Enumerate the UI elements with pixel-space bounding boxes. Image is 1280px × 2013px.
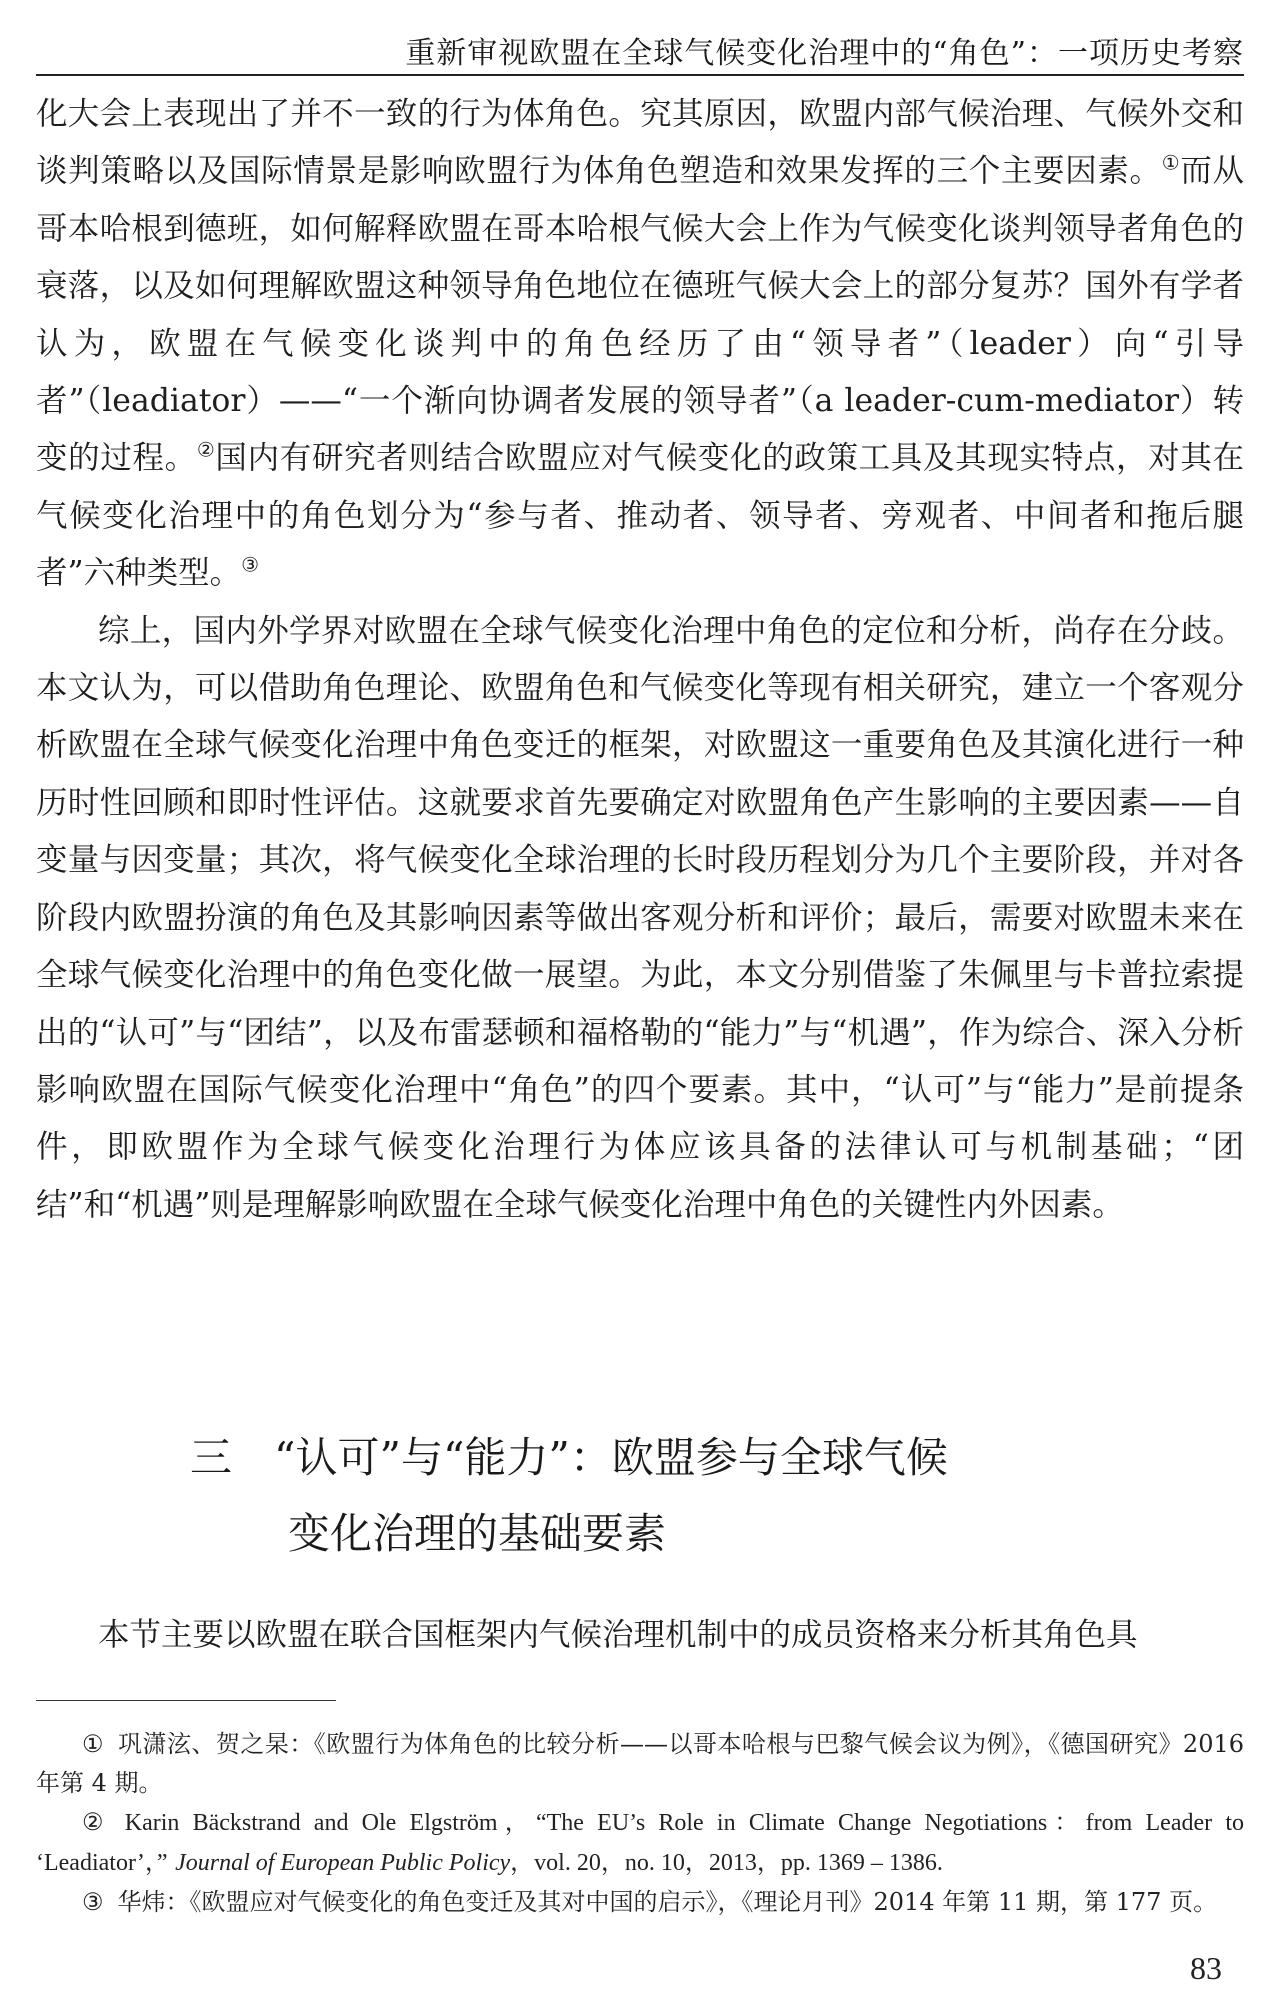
paragraph-1-part-c: 国内有研究者则结合欧盟应对气候变化的政策工具及其现实特点，对其在气候变化治理中的角色划分为“参与者、推动者、领导者、旁观者、中间者和拖后腿者”六种类型。	[36, 440, 1244, 592]
section-title-line-1: “认可”与“能力”：欧盟参与全球气候	[274, 1433, 948, 1482]
footnote-1	[36, 1725, 1244, 1803]
section-title-line-2: 变化治理的基础要素	[288, 1509, 667, 1558]
paragraph-1	[36, 86, 1244, 603]
footnote-ref-3[interactable]: ③	[241, 552, 260, 577]
footnotes	[36, 1725, 1244, 1922]
footnote-2-text-b: ，vol. 20，no. 10，2013，pp. 1369 – 1386.	[510, 1850, 943, 1876]
section-numeral: 三	[190, 1433, 233, 1482]
footnote-ref-1[interactable]: ①	[1161, 150, 1181, 175]
running-header	[36, 28, 1244, 72]
footnote-1-text: 巩潇泫、贺之杲：《欧盟行为体角色的比较分析——以哥本哈根与巴黎气候会议为例》，《德国研究》2016 年第 4 期。	[36, 1730, 1245, 1797]
footnote-2-text-a: Karin Bäckstrand and Ole Elgström，“The EU’s Role in Climate Change Negotiations：from Leader to ‘Leadiator’，”	[36, 1810, 1245, 1876]
running-title: 重新审视欧盟在全球气候变化治理中的“角色”：一项历史考察	[405, 36, 1244, 71]
footnote-ref-2[interactable]: ②	[196, 437, 216, 462]
footnote-2-number: ②	[82, 1808, 111, 1836]
footnote-1-number: ①	[82, 1730, 104, 1758]
section-heading	[190, 1420, 1150, 1572]
header-rule	[36, 74, 1244, 76]
footnote-divider	[36, 1700, 336, 1701]
footnote-2-journal: Journal of European Public Policy	[175, 1850, 511, 1876]
page-number: 83	[1190, 1950, 1222, 1986]
footnote-3-number: ③	[82, 1888, 104, 1916]
paragraph-2: 综上，国内外学界对欧盟在全球气候变化治理中角色的定位和分析，尚存在分歧。本文认为，可以借助角色理论、欧盟角色和气候变化等现有相关研究，建立一个客观分析欧盟在全球气候变化治理中角色变迁的框架，对欧盟这一重要角色及其演化进行一种历时性回顾和即时性评估。这就要求首先要确定对欧盟角色产生影响的主要因素——自变量与因变量；其次，将气候变化全球治理的长时段历程划分为几个主要阶段，并对各阶段内欧盟扮演的角色及其影响因素等做出客观分析和评价；最后，需要对欧盟未来在全球气候变化治理中的角色变化做一展望。为此，本文分别借鉴了朱佩里与卡普拉索提出的“认可”与“团结”，以及布雷瑟顿和福格勒的“能力”与“机遇”，作为综合、深入分析影响欧盟在国际气候变化治理中“角色”的四个要素。其中，“认可”与“能力”是前提条件，即欧盟作为全球气候变化治理行为体应该具备的法律认可与机制基础；“团结”和“机遇”则是理解影响欧盟在全球气候变化治理中角色的关键性内外因素。	[36, 612, 1244, 1223]
section-intro-paragraph: 本节主要以欧盟在联合国框架内气候治理机制中的成员资格来分析其角色具	[98, 1617, 1138, 1653]
paragraph-1-part-b: 而从哥本哈根到德班，如何解释欧盟在哥本哈根气候大会上作为气候变化谈判领导者角色的衰落，以及如何理解欧盟这种领导角色地位在德班气候大会上的部分复苏？国外有学者认为，欧盟在气候变化谈判中的角色经历了由“领导者”（leader）向“引导者”（leadiator）——“一个渐向协调者发展的领导者”（a leader-cum-mediator）转变的过程。	[36, 153, 1244, 477]
paragraph-1-part-a: 化大会上表现出了并不一致的行为体角色。究其原因，欧盟内部气候治理、气候外交和谈判策略以及国际情景是影响欧盟行为体角色塑造和效果发挥的三个主要因素。	[36, 96, 1244, 190]
footnote-2	[36, 1803, 1244, 1883]
footnote-3	[36, 1883, 1244, 1922]
footnote-3-text: 华炜：《欧盟应对气候变化的角色变迁及其对中国的启示》，《理论月刊》2014 年第 11 期，第 177 页。	[117, 1888, 1218, 1916]
main-body	[36, 86, 1244, 1234]
